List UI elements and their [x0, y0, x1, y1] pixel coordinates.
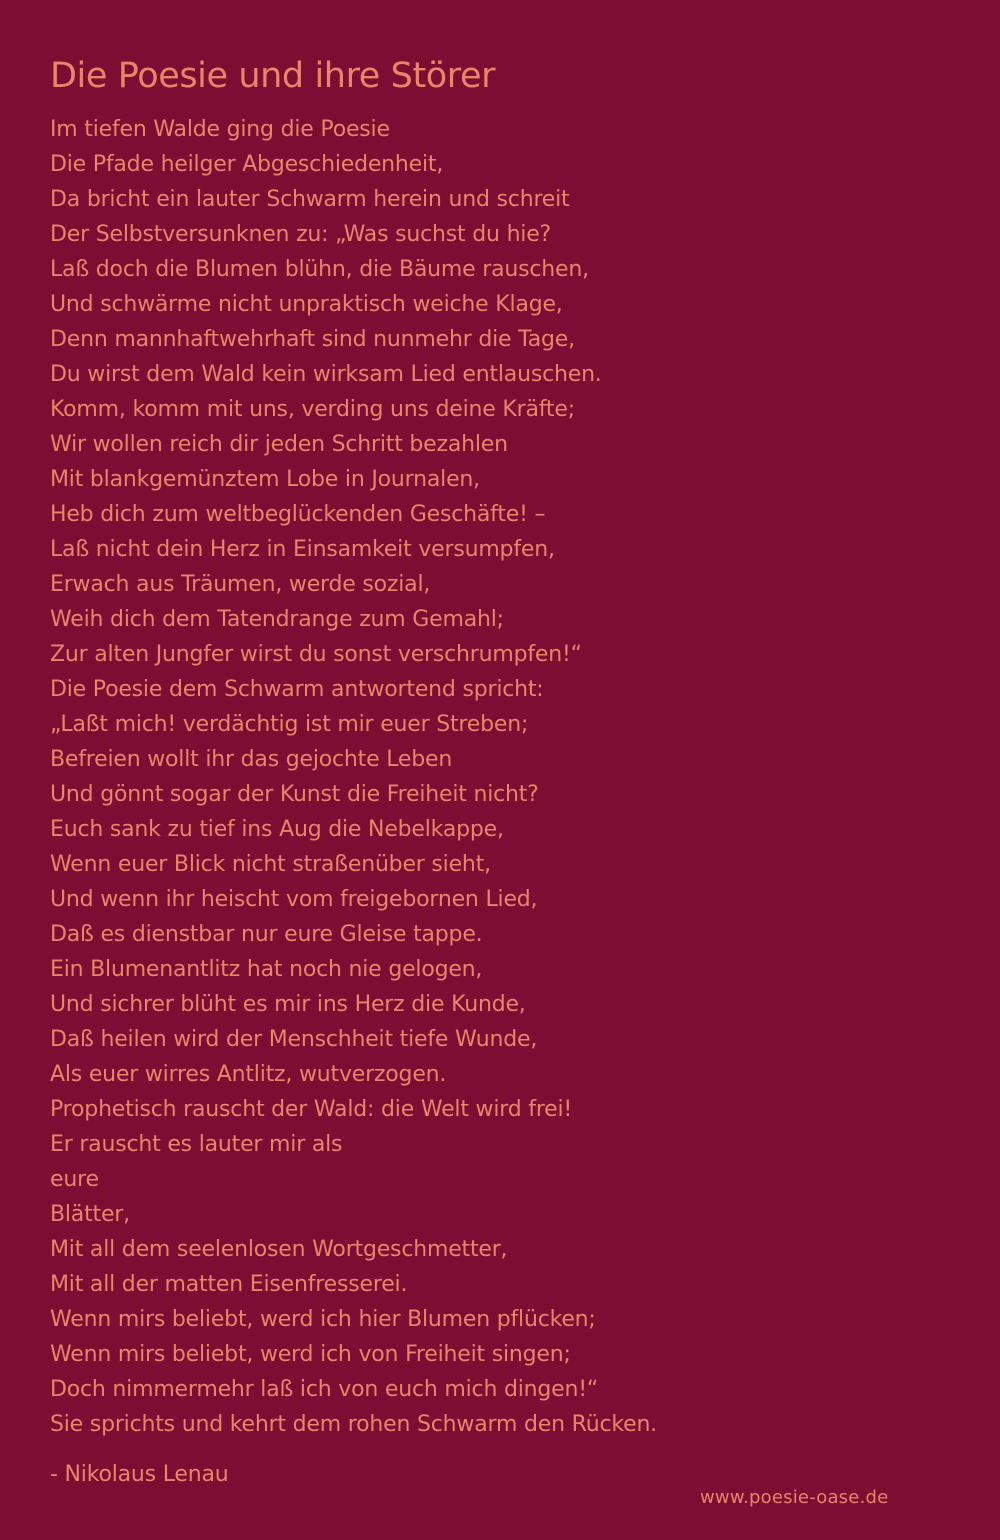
poem-line: Prophetisch rauscht der Wald: die Welt wird frei! [50, 1097, 573, 1122]
poem-line: Die Pfade heilger Abgeschiedenheit, [50, 152, 444, 177]
poem-line: Blätter, [50, 1202, 130, 1227]
poem-line: Du wirst dem Wald kein wirksam Lied entlauschen. [50, 362, 602, 387]
poem-line: Laß doch die Blumen blühn, die Bäume rauschen, [50, 257, 589, 282]
poem-line: Er rauscht es lauter mir als [50, 1132, 343, 1157]
poem-line: Laß nicht dein Herz in Einsamkeit versumpfen, [50, 537, 555, 562]
poem-line: Mit all der matten Eisenfresserei. [50, 1272, 408, 1297]
poem-line: Der Selbstversunknen zu: „Was suchst du hie? [50, 222, 552, 247]
poem-line: Als euer wirres Antlitz, wutverzogen. [50, 1062, 447, 1087]
poem-line: Wenn euer Blick nicht straßenüber sieht, [50, 852, 491, 877]
poem-line: Zur alten Jungfer wirst du sonst verschrumpfen!“ [50, 642, 582, 667]
poem-line: eure [50, 1167, 99, 1192]
poem-line: Ein Blumenantlitz hat noch nie gelogen, [50, 957, 483, 982]
poem-card [50, 52, 950, 1442]
poem-line: Wir wollen reich dir jeden Schritt bezahlen [50, 432, 508, 457]
poem-line: Euch sank zu tief ins Aug die Nebelkappe, [50, 817, 504, 842]
poem-line: Da bricht ein lauter Schwarm herein und schreit [50, 187, 570, 212]
site-url: www.poesie-oase.de [700, 1487, 889, 1508]
poem-author: - Nikolaus Lenau [50, 1462, 229, 1487]
poem-line: Befreien wollt ihr das gejochte Leben [50, 747, 453, 772]
poem-line: Weih dich dem Tatendrange zum Gemahl; [50, 607, 504, 632]
poem-body [50, 112, 950, 1442]
poem-title: Die Poesie und ihre Störer [50, 56, 496, 96]
poem-line: Und schwärme nicht unpraktisch weiche Klage, [50, 292, 563, 317]
poem-line: Doch nimmermehr laß ich von euch mich dingen!“ [50, 1377, 599, 1402]
poem-line: Im tiefen Walde ging die Poesie [50, 117, 390, 142]
poem-line: Komm, komm mit uns, verding uns deine Kräfte; [50, 397, 575, 422]
poem-line: Daß es dienstbar nur eure Gleise tappe. [50, 922, 483, 947]
poem-line: Und wenn ihr heischt vom freigebornen Lied, [50, 887, 538, 912]
poem-line: Und gönnt sogar der Kunst die Freiheit nicht? [50, 782, 539, 807]
poem-line: Wenn mirs beliebt, werd ich von Freiheit singen; [50, 1342, 571, 1367]
poem-line: Und sichrer blüht es mir ins Herz die Kunde, [50, 992, 526, 1017]
poem-line: Sie sprichts und kehrt dem rohen Schwarm den Rücken. [50, 1412, 657, 1437]
poem-line: Daß heilen wird der Menschheit tiefe Wunde, [50, 1027, 538, 1052]
poem-line: Denn mannhaftwehrhaft sind nunmehr die Tage, [50, 327, 575, 352]
poem-line: Heb dich zum weltbeglückenden Geschäfte! – [50, 502, 546, 527]
poem-line: „Laßt mich! verdächtig ist mir euer Streben; [50, 712, 529, 737]
poem-line: Mit all dem seelenlosen Wortgeschmetter, [50, 1237, 508, 1262]
poem-line: Die Poesie dem Schwarm antwortend spricht: [50, 677, 544, 702]
poem-line: Wenn mirs beliebt, werd ich hier Blumen pflücken; [50, 1307, 596, 1332]
poem-line: Mit blankgemünztem Lobe in Journalen, [50, 467, 480, 492]
poem-line: Erwach aus Träumen, werde sozial, [50, 572, 431, 597]
